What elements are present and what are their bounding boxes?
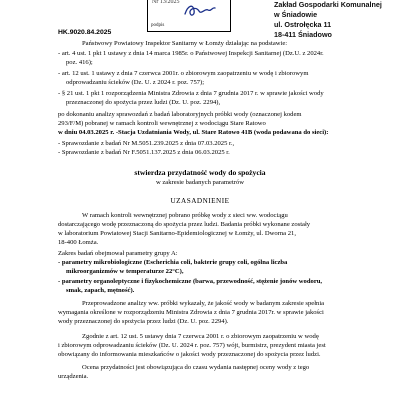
decision-subheading: w zakresie badanych parametrów <box>155 179 245 186</box>
scope-microbiological-cont: mikroorganizmów w temperaturze 22°C), <box>66 268 184 275</box>
obligation-line-3: obowiązany do informowania mieszkańców o jakości wody przeznaczonej do spożycia przez ludzi. <box>58 351 321 358</box>
justification-line-2: dostarczającego wodę przeznaczoną do spożycia przez ludzi. Badania próbki wykonane zostały <box>58 221 311 228</box>
legal-basis-item-2-cont: odprowadzaniu ścieków (Dz. U. z 2024 r. poz. 757); <box>66 79 205 86</box>
address-line-2: w Śniadowie <box>274 10 318 19</box>
scope-microbiological: - parametry mikrobiologiczne (Escherichia coli, bakterie grupy coli, ogólna liczba <box>58 259 288 266</box>
legal-basis-item-3-cont: przeznaczonej do spożycia przez ludzi (Dz. U. poz. 2294), <box>66 99 221 106</box>
legal-basis-item-3: - § 21 ust. 1 pkt 1 rozporządzenia Ministra Zdrowia z dnia 7 grudnia 2017 r. w sprawie jakości wody <box>58 90 324 97</box>
justification-heading: UZASADNIENIE <box>170 197 230 205</box>
result-line-3: wody przeznaczonej do spożycia przez ludzi (Dz. U. poz. 2294). <box>58 318 229 325</box>
justification-line-3: w laboratorium Powiatowej Stacji Sanitarno-Epidemiologicznej w Łomży, ul. Dworna 21, <box>58 230 296 237</box>
scope-physicochemical: - parametry organoleptyczne i fizykochemiczne (barwa, przewodność, stężenie jonów wodoru, <box>58 278 323 285</box>
legal-basis-item-2: - art. 12 ust. 1 ustawy z dnia 7 czerwca 2001r. o zbiorowym zaopatrzeniu w wodę i zbiorowym <box>58 70 309 77</box>
analysis-paragraph-line-2: 293/F/M) pobranej w ramach kontroli wewnętrznej z wodociągu Stare Ratowo <box>58 120 266 127</box>
validity-line-2: urządzenia. <box>58 373 89 380</box>
document-reference-number: HK.9020.84.2025 <box>58 29 112 36</box>
report-reference-1: - Sprawozdanie z badań Nr M.5051.239.2025 z dnia 07.03.2025 r., <box>58 140 235 147</box>
stamp-number-fragment: Nr 13/2025 <box>152 0 180 5</box>
handwritten-signature-icon <box>182 2 218 20</box>
decision-heading: stwierdza przydatność wody do spożycia <box>134 168 266 177</box>
result-line-2: wymagania określone w rozporządzeniu Ministra Zdrowia z dnia 7 grudnia 2017r. w sprawie jakości <box>58 309 324 316</box>
result-line-1: Przeprowadzone analizy ww. próbki wykazały, że jakość wody w badanym zakresie spełnia <box>82 300 325 307</box>
analysis-paragraph-line-3: w dniu 04.03.2025 r. -Stacja Uzdatniania Wody, ul. Stare Ratowo 41B (woda podawana do sieci): <box>58 129 329 136</box>
signature-stamp <box>147 0 231 32</box>
analysis-paragraph-line-1: po dokonaniu analizy sprawozdań z badań laboratoryjnych próbki wody (oznaczonej kodem <box>58 111 302 118</box>
address-line-3: ul. Ostrołęcka 11 <box>274 20 332 29</box>
address-line-1: Zakład Gospodarki Komunalnej <box>274 0 382 9</box>
legal-basis-intro: Państwowy Powiatowy Inspektor Sanitarny w Łomży działając na podstawie: <box>82 40 288 47</box>
justification-line-4: 18-400 Łomża. <box>58 239 99 246</box>
report-reference-2: - Sprawozdanie z badań Nr F.5051.137.2025 z dnia 06.03.2025 r. <box>58 149 230 156</box>
validity-line-1: Ocena przydatności jest obowiązująca do czasu wydania następnej oceny wody z tego <box>82 364 310 371</box>
scope-physicochemical-cont: smak, zapach, mętność). <box>66 287 135 294</box>
obligation-line-2: i zbiorowym odprowadzaniu ścieków (Dz. U. 2024 r. poz. 757) wójt, burmistrz, prezydent miasta jest <box>58 342 326 349</box>
recipient-address <box>274 0 382 40</box>
legal-basis-item-1: - art. 4 ust. 1 pkt 1 ustawy z dnia 14 marca 1985r. o Państwowej Inspekcji Sanitarnej (Dz.U. z 2024r. <box>58 50 324 57</box>
justification-line-1: W ramach kontroli wewnętrznej pobrano próbkę wody z sieci ww. wodociągu <box>82 212 288 219</box>
legal-basis-item-1-cont: poz. 416); <box>66 59 93 66</box>
scope-intro: Zakres badań obejmował parametry grupy A: <box>58 250 178 257</box>
signature-label: podpis <box>151 23 165 28</box>
address-line-4: 18-411 Śniadowo <box>274 30 332 39</box>
obligation-line-1: Zgodnie z art. 12 ust. 5 ustawy dnia 7 czerwca 2001 r. o zbiorowym zaopatrzeniu w wodę <box>82 333 319 340</box>
